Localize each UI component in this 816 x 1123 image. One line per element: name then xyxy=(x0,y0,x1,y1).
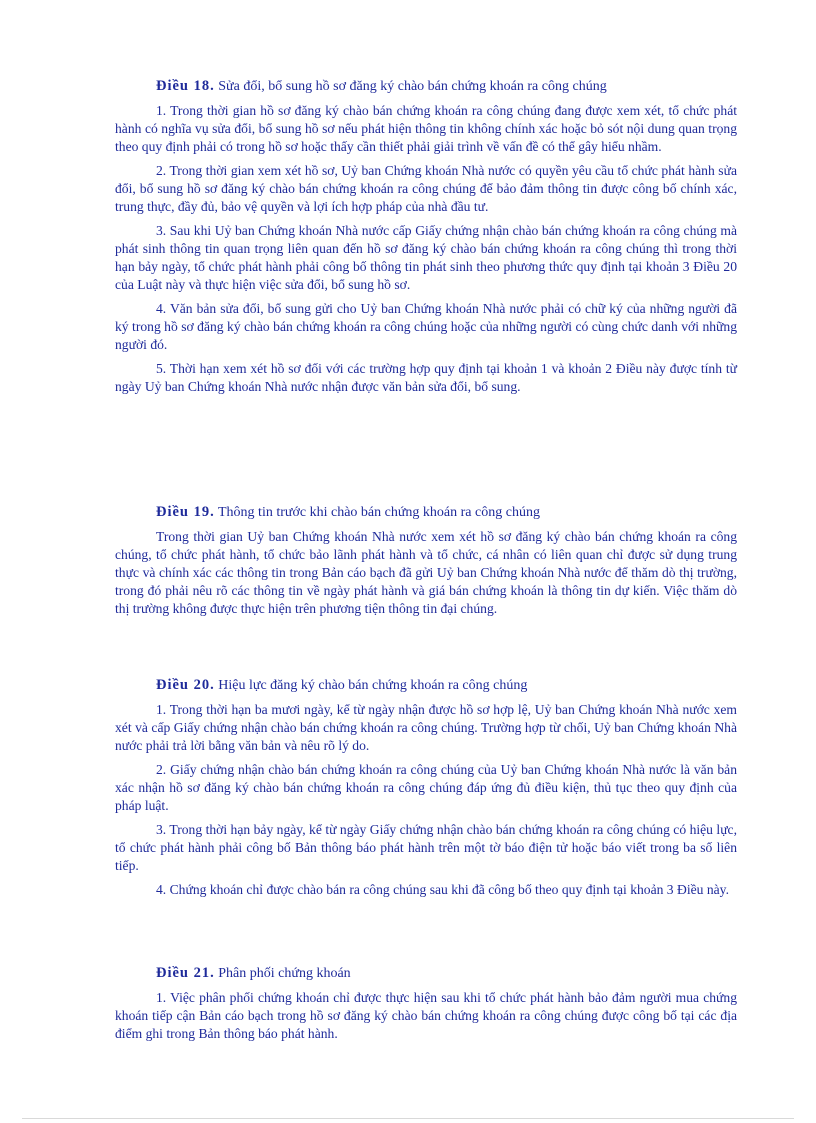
article-title: Sửa đổi, bổ sung hồ sơ đăng ký chào bán chứng khoán ra công chúng xyxy=(218,79,607,94)
article-heading xyxy=(115,964,737,983)
article-paragraph: 3. Trong thời hạn bảy ngày, kể từ ngày Giấy chứng nhận chào bán chứng khoán ra công chúng có hiệu lực, tổ chức phát hành phải công bố Bản thông báo phát hành trên một tờ báo điện tử hoặc báo viết trong ba số liên tiếp. xyxy=(115,822,737,873)
article-paragraph: 2. Giấy chứng nhận chào bán chứng khoán ra công chúng của Uỷ ban Chứng khoán Nhà nước là văn bản xác nhận hồ sơ đăng ký chào bán chứng khoán ra công chúng đáp ứng đủ điều kiện, thủ tục theo quy định của pháp luật. xyxy=(115,762,737,813)
article-heading xyxy=(115,676,737,695)
article-21 xyxy=(115,964,737,1049)
article-18 xyxy=(115,77,737,402)
article-paragraph: 5. Thời hạn xem xét hồ sơ đối với các trường hợp quy định tại khoản 1 và khoản 2 Điều này được tính từ ngày Uỷ ban Chứng khoán Nhà nước nhận được văn bản sửa đổi, bổ sung. xyxy=(115,361,737,394)
article-title: Phân phối chứng khoán xyxy=(218,966,351,981)
article-paragraph: 1. Trong thời gian hồ sơ đăng ký chào bán chứng khoán ra công chúng đang được xem xét, tổ chức phát hành có nghĩa vụ sửa đổi, bổ sung hồ sơ nếu phát hiện thông tin không chính xác hoặc bỏ sót nội dung quan trọng theo quy định phải có trong hồ sơ hoặc thấy cần thiết phải giải trình về vấn đề có thể gây hiểu nhầm. xyxy=(115,103,737,154)
article-title: Hiệu lực đăng ký chào bán chứng khoán ra công chúng xyxy=(218,678,528,693)
article-paragraph: 4. Chứng khoán chỉ được chào bán ra công chúng sau khi đã công bố theo quy định tại khoản 3 Điều này. xyxy=(156,882,729,897)
article-heading xyxy=(115,503,737,522)
article-heading xyxy=(115,77,737,96)
page-bottom-divider xyxy=(22,1118,794,1119)
article-paragraph: 3. Sau khi Uỷ ban Chứng khoán Nhà nước cấp Giấy chứng nhận chào bán chứng khoán ra công chúng mà phát sinh thông tin quan trọng liên quan đến hồ sơ đăng ký chào bán chứng khoán ra công chúng thì trong thời hạn bảy ngày, tổ chức phát hành phải công bố thông tin phát sinh theo phương thức quy định tại khoản 3 Điều 20 của Luật này và thực hiện việc sửa đổi, bổ sung hồ sơ. xyxy=(115,223,737,292)
article-number: Điều 18. xyxy=(156,78,215,94)
article-20 xyxy=(115,676,737,905)
article-19 xyxy=(115,503,737,624)
article-paragraph: 2. Trong thời gian xem xét hồ sơ, Uỷ ban Chứng khoán Nhà nước có quyền yêu cầu tổ chức phát hành sửa đổi, bổ sung hồ sơ đăng ký chào bán chứng khoán ra công chúng để bảo đảm thông tin được công bố chính xác, trung thực, đầy đủ, bảo vệ quyền và lợi ích hợp pháp của nhà đầu tư. xyxy=(115,163,737,214)
article-paragraph: 1. Việc phân phối chứng khoán chỉ được thực hiện sau khi tổ chức phát hành bảo đảm người mua chứng khoán tiếp cận Bản cáo bạch trong hồ sơ đăng ký chào bán chứng khoán ra công chúng được công bố tại các địa điểm ghi trong Bản thông báo phát hành. xyxy=(115,990,737,1041)
article-number: Điều 21. xyxy=(156,965,215,981)
article-paragraph: 1. Trong thời hạn ba mươi ngày, kể từ ngày nhận được hồ sơ hợp lệ, Uỷ ban Chứng khoán Nhà nước xem xét và cấp Giấy chứng nhận chào bán chứng khoán ra công chúng. Trường hợp từ chối, Uỷ ban Chứng khoán Nhà nước phải trả lời bằng văn bản và nêu rõ lý do. xyxy=(115,702,737,753)
article-number: Điều 19. xyxy=(156,504,215,520)
article-paragraph: 4. Văn bản sửa đổi, bổ sung gửi cho Uỷ ban Chứng khoán Nhà nước phải có chữ ký của những người đã ký trong hồ sơ đăng ký chào bán chứng khoán ra công chúng hoặc của những người có cùng chức danh với những người đó. xyxy=(115,301,737,352)
article-number: Điều 20. xyxy=(156,677,215,693)
article-title: Thông tin trước khi chào bán chứng khoán ra công chúng xyxy=(218,505,540,520)
article-paragraph: Trong thời gian Uỷ ban Chứng khoán Nhà nước xem xét hồ sơ đăng ký chào bán chứng khoán ra công chúng, tổ chức phát hành, tổ chức bảo lãnh phát hành và tổ chức, cá nhân có liên quan chỉ được sử dụng trung thực và chính xác các thông tin trong Bản cáo bạch đã gửi Uỷ ban Chứng khoán Nhà nước để thăm dò thị trường, trong đó phải nêu rõ các thông tin về ngày phát hành và giá bán chứng khoán là thông tin dự kiến. Việc thăm dò thị trường không được thực hiện trên phương tiện thông tin đại chúng. xyxy=(115,529,737,616)
